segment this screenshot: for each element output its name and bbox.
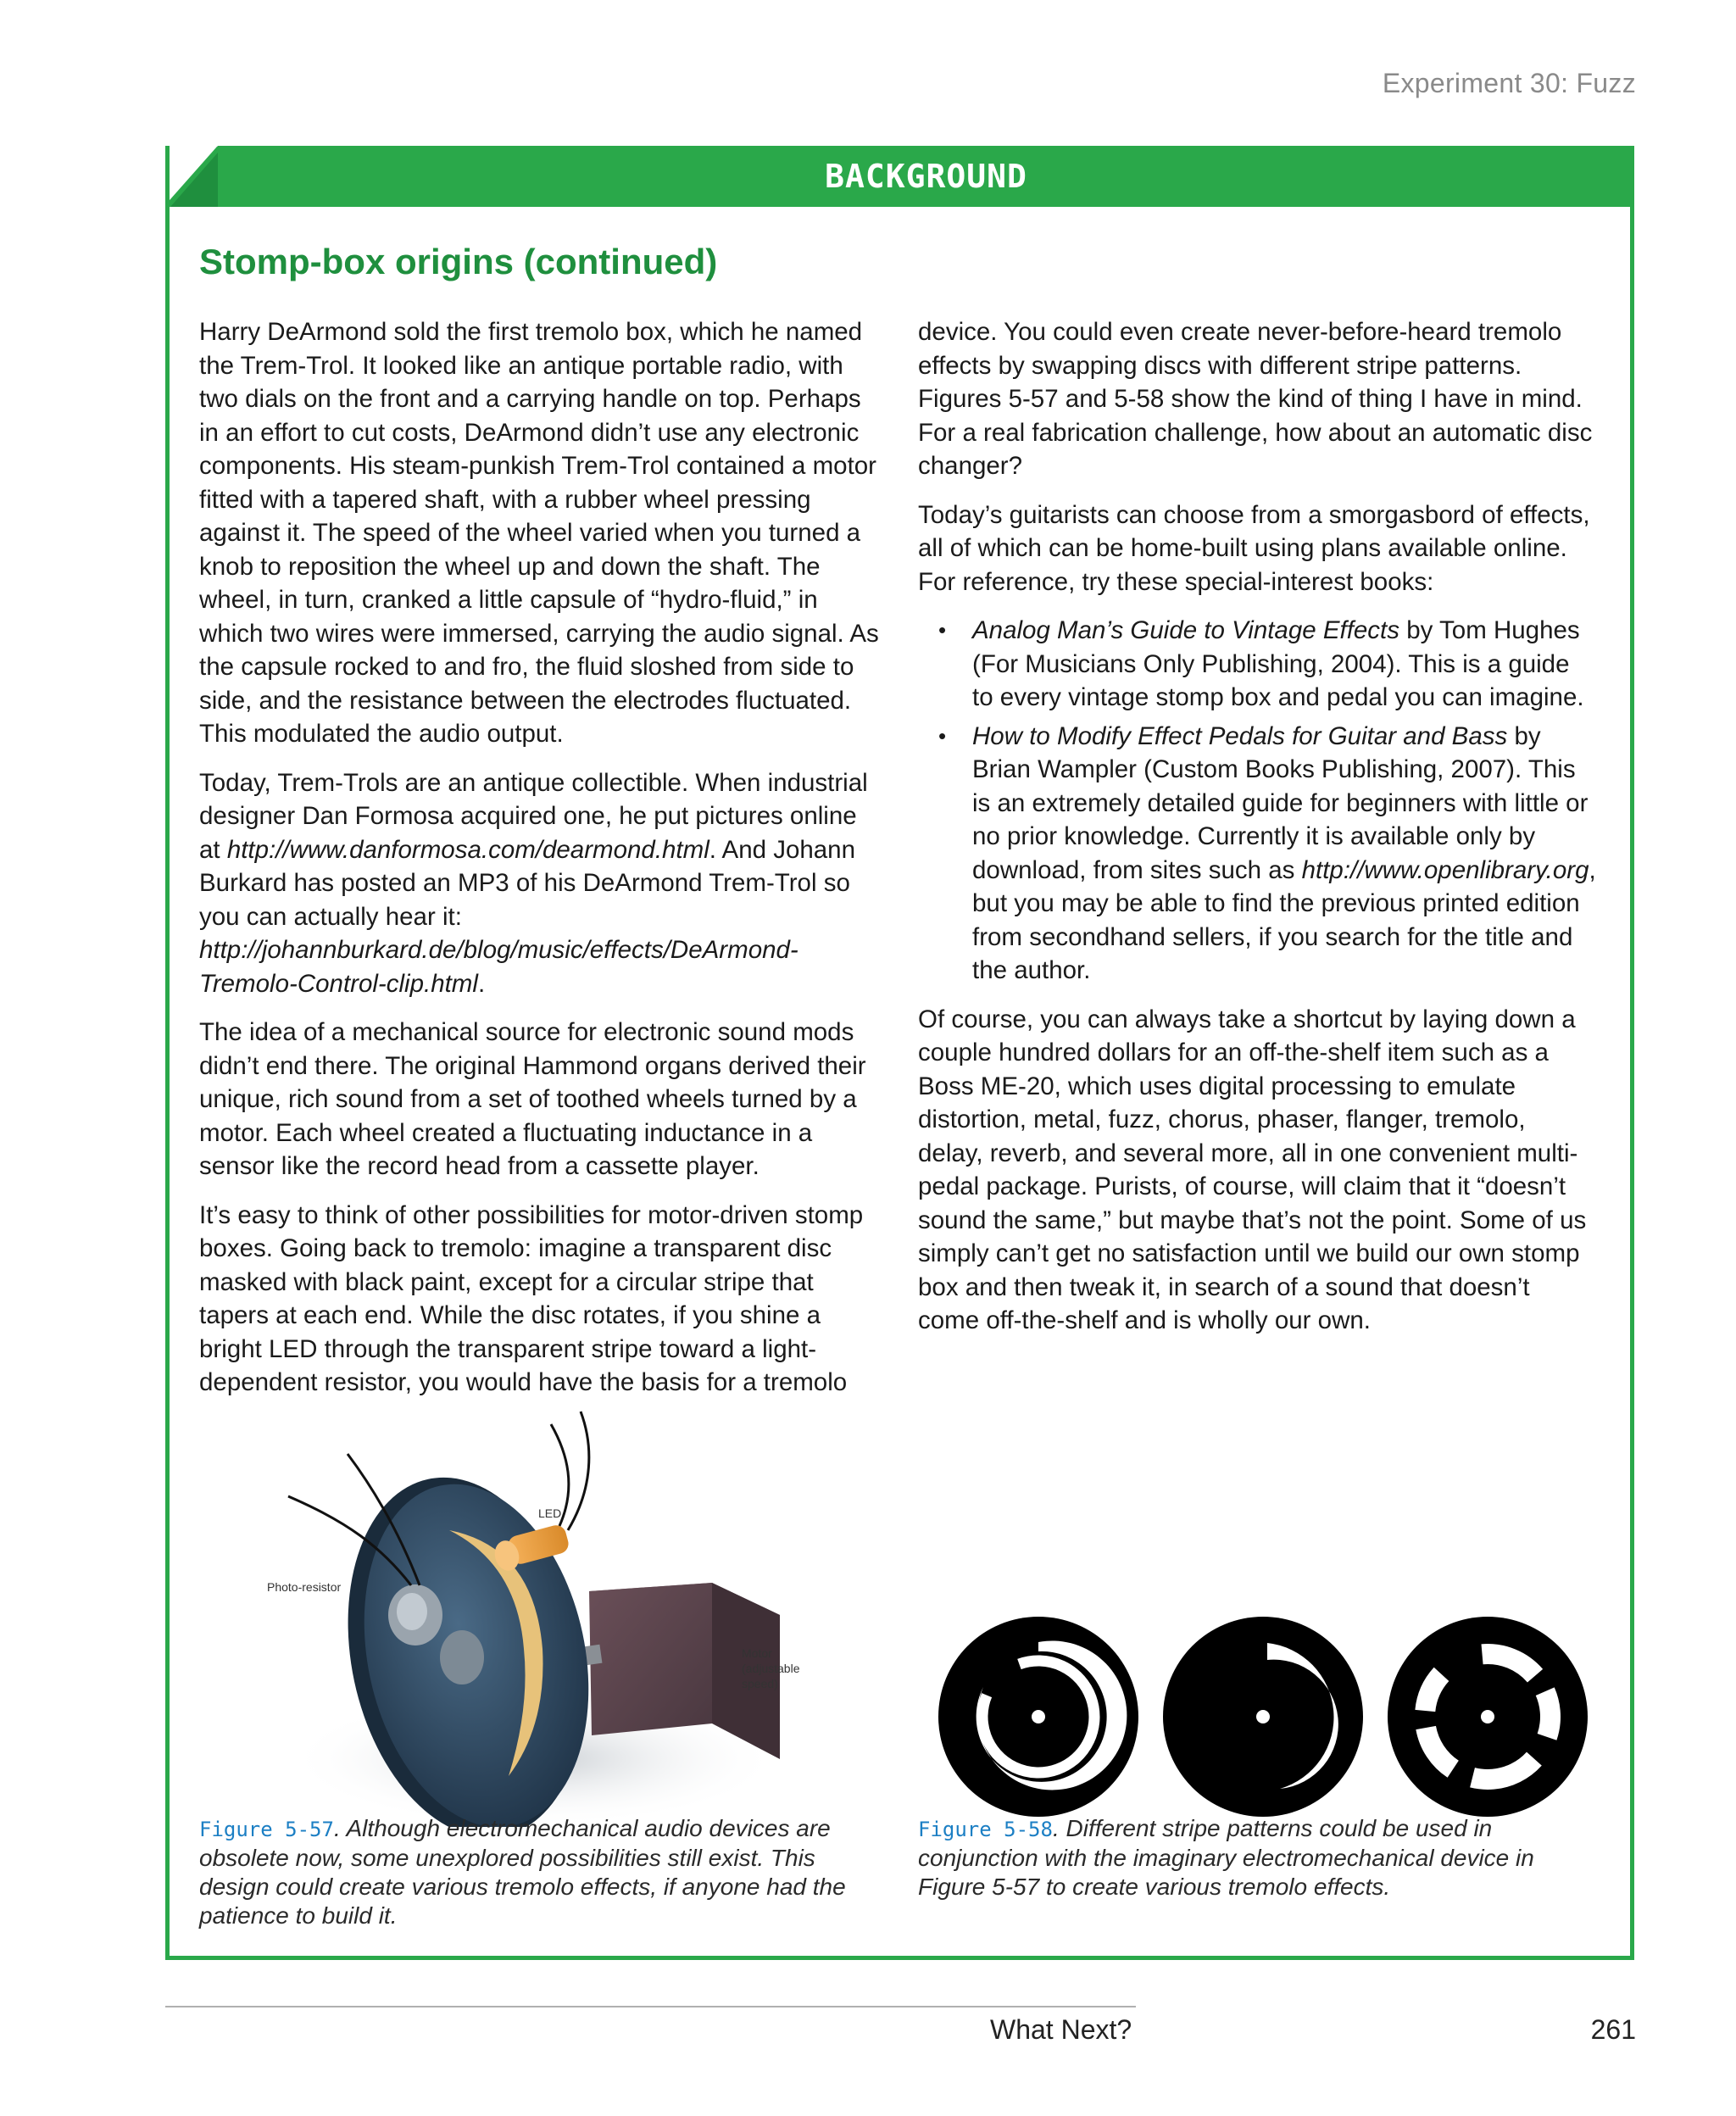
text-span: . [1052, 1815, 1066, 1841]
paragraph: Harry DeArmond sold the first tremolo box, which he named the Trem-Trol. It looked like an antique portable radio, with two dials on the front and a carrying handle on top. Perhaps in an effort to cut costs, DeArmond didn’t use any electronic components. His steam-punkish Trem-Trol contained a motor fitted with a tapered shaft, with a rubber wheel pressing against it. The speed of the wheel varied when you turned a knob to reposition the wheel up and down the shaft. The wheel, in turn, cranked a little capsule of “hydro-fluid,” in which two wires were immersed, carrying the audio signal. As the capsule rocked to and fro, the fluid sloshed from side to side, and the resistance between the electrodes fluctuated. This modulated the audio output. [199, 318, 879, 748]
footer-rule [165, 2006, 1136, 2007]
tremolo-device-illustration [254, 1403, 899, 1827]
section-heading: Stomp-box origins (continued) [199, 242, 718, 281]
motor-label: speed) [742, 1677, 778, 1690]
left-column [199, 315, 882, 1415]
text-span: . And Johann Burkard has posted an MP3 of his DeArmond Trem-Trol so you can actually hear it: [199, 835, 855, 931]
led-wire [568, 1412, 589, 1530]
text-span: Today, Trem-Trols are an antique collectible. When industrial designer Dan Formosa acquired one, he put pictures online at [199, 768, 868, 864]
caption-text: Different stripe patterns could be used in conjunction with the imaginary electromechanical device in Figure 5-57 to create various tremolo effects. [918, 1815, 1534, 1900]
url-link[interactable]: http://johannburkard.de/blog/music/effects/DeArmond-Tremolo-Control-clip.html [199, 936, 798, 998]
disc-pattern-2 [1163, 1617, 1363, 1817]
paragraph: Today’s guitarists can choose from a smorgasbord of effects, all of which can be home-built using plans available online. For reference, try these special-interest books: [918, 500, 1590, 596]
list-item [918, 720, 1596, 988]
figure-number: Figure 5-58 [918, 1818, 1053, 1841]
page-number: 261 [1590, 2014, 1636, 2045]
paragraph: The idea of a mechanical source for electronic sound mods didn’t end there. The original Hammond organs derived their unique, rich sound from a set of toothed wheels turned by a motor. Each wheel created a fluctuating inductance in a sensor like the record head from a cassette player. [199, 1018, 866, 1180]
url-link[interactable]: http://www.danformosa.com/dearmond.html [226, 835, 709, 864]
book-list [918, 614, 1596, 988]
figure-caption [199, 1814, 886, 1930]
paragraph: It’s easy to think of other possibilities for motor-driven stomp boxes. Going back to tremolo: imagine a transparent disc masked with black paint, except for a circular stripe that tapers at each end. While the disc rotates, if you shine a bright LED through the transparent stripe toward a light-dependent resistor, you would have the basis for a tremolo [199, 1200, 864, 1396]
list-item [918, 614, 1596, 715]
motor-label: (adjustable [742, 1662, 800, 1675]
paragraph: device. You could even create never-before-heard tremolo effects by swapping discs with different stripe patterns. Figures 5-57 and 5-58 show the kind of thing I have in mind. For a real fabrication challenge, how about an automatic disc changer? [918, 318, 1593, 480]
text-span: by Brian Wampler (Custom Books Publishing, 2007). This is an extremely detailed guide for beginners with little or no prior knowledge. Currently it is available only by download, from sites such as [972, 721, 1589, 884]
banner-label: BACKGROUND [825, 158, 1027, 195]
stripe-pattern-discs [932, 1611, 1594, 1823]
figure-number: Figure 5-57 [199, 1818, 334, 1841]
motor-box-front [589, 1583, 712, 1735]
disc-pattern-1 [938, 1617, 1138, 1817]
paragraph: Of course, you can always take a shortcut by laying down a couple hundred dollars for an off-the-shelf item such as a Boss ME-20, which uses digital processing to emulate distortion, metal, fuzz, chorus, phaser, flanger, tremolo, delay, reverb, and several more, all in one convenient multi-pedal package. Purists, of course, will claim that it “doesn’t sound the same,” but maybe that’s not the point. Some of us simply can’t get no satisfaction until we build our own stomp box and then tweak it, in search of a sound that doesn’t come off-the-shelf and is wholly our own. [918, 1005, 1587, 1334]
book-title: How to Modify Effect Pedals for Guitar and Bass [972, 721, 1508, 750]
disc-hub [440, 1630, 484, 1684]
caption-text: Although electromechanical audio devices are obsolete now, some unexplored possibilities still exist. This design could create various tremolo effects, if anyone had the patience to build it. [199, 1815, 846, 1929]
led-label: LED [538, 1506, 562, 1520]
text-span: , but you may be able to find the previous printed edition from secondhand sellers, if you search for the title and the author. [972, 855, 1596, 984]
footer-section-title: What Next? [990, 2014, 1132, 2045]
text-span: . [477, 969, 486, 998]
url-link[interactable]: http://www.openlibrary.org [1301, 855, 1589, 884]
figure-caption [918, 1814, 1596, 1902]
running-head: Experiment 30: Fuzz [1382, 68, 1636, 98]
background-banner [218, 146, 1634, 207]
right-column [918, 315, 1596, 1353]
book-title: Analog Man’s Guide to Vintage Effects [972, 616, 1400, 644]
paragraph [199, 766, 882, 1001]
corner-tab-decoration [165, 146, 218, 207]
text-span: by Tom Hughes (For Musicians Only Publishing, 2004). This is a guide to every vintage stomp box and pedal you can imagine. [972, 616, 1584, 711]
disc-pattern-3 [1388, 1617, 1588, 1817]
motor-label: Motor [742, 1646, 772, 1660]
text-span: . [333, 1815, 347, 1841]
photo-resistor-label: Photo-resistor [267, 1580, 342, 1594]
